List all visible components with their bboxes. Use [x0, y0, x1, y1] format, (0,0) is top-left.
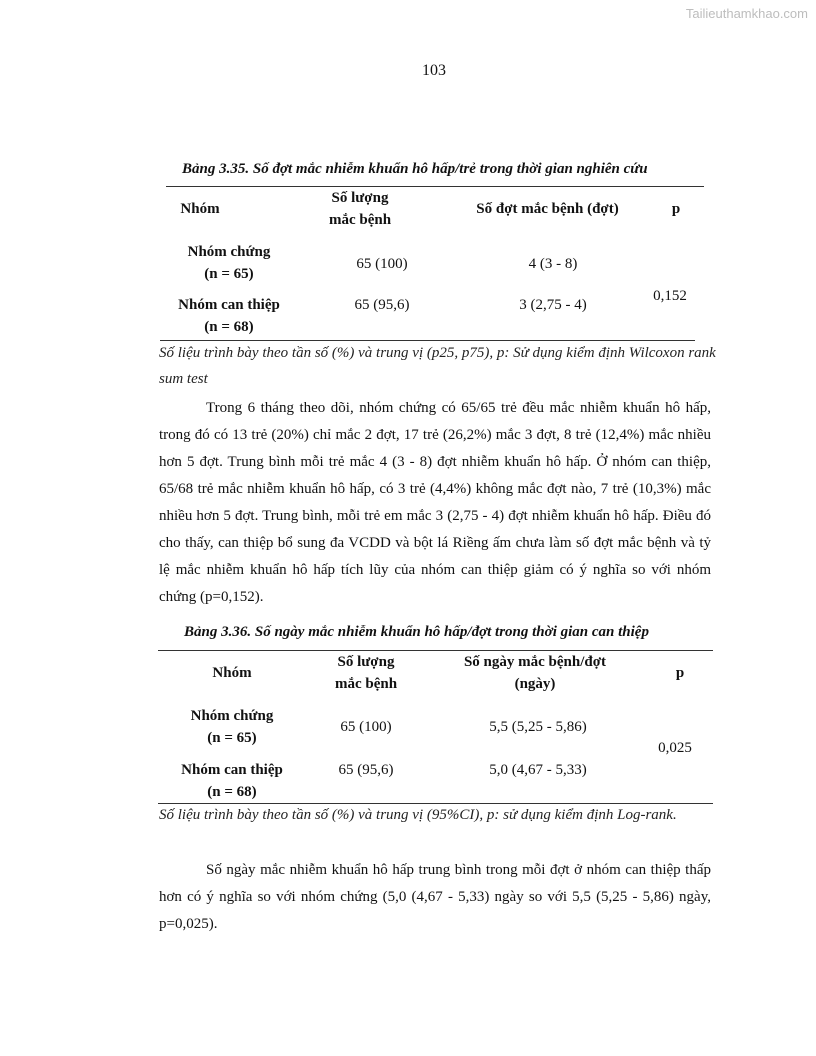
table1-row2-measure: 3 (2,75 - 4): [519, 297, 587, 313]
table1-note: Số liệu trình bày theo tần số (%) và trung vị (p25, p75), p: Sử dụng kiểm định Wilcoxon rank sum test: [159, 345, 716, 387]
table2-header-measure-line2: (ngày): [514, 676, 556, 692]
table2-header-count-line1: Số lượng: [337, 654, 395, 670]
table1-row1-group: [164, 241, 294, 285]
table1-header-count-line2: mắc bệnh: [328, 212, 392, 228]
table1-caption: Bảng 3.35. Số đợt mắc nhiễm khuẩn hô hấp/trẻ trong thời gian nghiên cứu: [182, 161, 648, 177]
watermark: Tailieuthamkhao.com: [685, 6, 808, 21]
table2-row2-group-name: Nhóm can thiệp: [181, 762, 283, 778]
table2-header-measure-line1: Số ngày mắc bệnh/đợt: [463, 654, 607, 670]
paragraph-2: Số ngày mắc nhiễm khuẩn hô hấp trung bình trong mỗi đợt ở nhóm can thiệp thấp hơn có ý nghĩa so với nhóm chứng (5,0 (4,67 - 5,33) ngày so với 5,5 (5,25 - 5,86) ngày, p=0,025).: [159, 862, 711, 932]
table2-header-count: [311, 651, 421, 695]
table2-row2-group: [167, 759, 297, 803]
table2-row2-count: 65 (95,6): [338, 762, 394, 778]
table2-row1-group: [167, 705, 297, 749]
table2-row2-group-n: (n = 68): [207, 784, 257, 800]
table1-row1-count: 65 (100): [356, 256, 408, 272]
table2-header-group: Nhóm: [212, 665, 252, 681]
table1-p-value: 0,152: [653, 288, 687, 304]
table1-row2-group: [164, 294, 294, 338]
table1-row2-group-name: Nhóm can thiệp: [178, 297, 280, 313]
table2-row1-group-name: Nhóm chứng: [190, 708, 274, 724]
table1-header-count-line1: Số lượng: [331, 190, 389, 206]
table2-p-value: 0,025: [658, 740, 692, 756]
table1-row2-group-n: (n = 68): [204, 319, 254, 335]
table1-row2-count: 65 (95,6): [354, 297, 410, 313]
table1-row1-group-n: (n = 65): [204, 266, 254, 282]
page-number: 103: [422, 62, 446, 79]
paragraph-1: Trong 6 tháng theo dõi, nhóm chứng có 65/65 trẻ đều mắc nhiễm khuẩn hô hấp, trong đó có 13 trẻ (20%) chỉ mắc 2 đợt, 17 trẻ (26,2%) mắc 3 đợt, 8 trẻ (12,4%) mắc nhiều hơn 5 đợt. Trung bình mỗi trẻ mắc 4 (3 - 8) đợt nhiễm khuẩn hô hấp. Ở nhóm can thiệp, 65/68 trẻ mắc nhiễm khuẩn hô hấp, có 3 trẻ (4,4%) không mắc đợt nào, 7 trẻ (10,3%) mắc nhiều hơn 5 đợt. Trung bình, mỗi trẻ em mắc 3 (2,75 - 4) đợt nhiễm khuẩn hô hấp. Điều đó cho thấy, can thiệp bổ sung đa VCDD và bột lá Riềng ấm chưa làm số đợt mắc bệnh và tỷ lệ mắc nhiễm khuẩn hô hấp tích lũy của nhóm can thiệp giảm có ý nghĩa so với nhóm chứng (p=0,152).: [159, 400, 711, 605]
table2-row1-measure: 5,5 (5,25 - 5,86): [489, 719, 587, 735]
table2-row1-count: 65 (100): [340, 719, 392, 735]
table2-header-measure: [440, 651, 630, 695]
table1-header-group: Nhóm: [180, 201, 220, 217]
table1-row1-group-name: Nhóm chứng: [187, 244, 271, 260]
table2-header-p: p: [675, 665, 685, 681]
table1-row1-measure: 4 (3 - 8): [528, 256, 578, 272]
table2-note: Số liệu trình bày theo tần số (%) và trung vị (95%CI), p: sử dụng kiểm định Log-rank.: [159, 807, 677, 823]
table1-header-count: [305, 187, 415, 231]
table2-header-count-line2: mắc bệnh: [334, 676, 398, 692]
table2-row1-group-n: (n = 65): [207, 730, 257, 746]
table1-header-measure: Số đợt mắc bệnh (đợt): [476, 201, 619, 217]
table1-header-p: p: [671, 201, 681, 217]
table2-row2-measure: 5,0 (4,67 - 5,33): [489, 762, 587, 778]
table2-caption: Bảng 3.36. Số ngày mắc nhiễm khuẩn hô hấp/đợt trong thời gian can thiệp: [184, 624, 649, 640]
table1-top-rule: [166, 186, 704, 187]
